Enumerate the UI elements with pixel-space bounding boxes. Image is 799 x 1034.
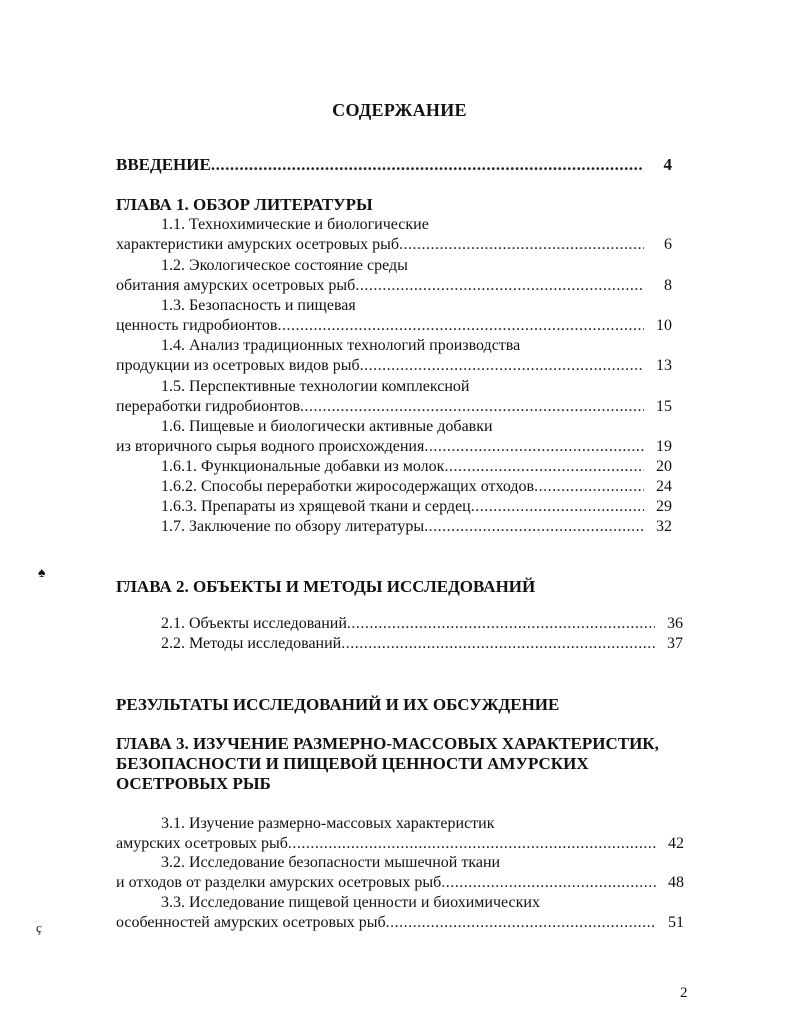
toc-leader-dots xyxy=(360,356,644,376)
toc-entry-1-1 xyxy=(116,235,672,255)
toc-entry-1-5-line1: 1.5. Перспективные технологии комплексной xyxy=(161,378,470,395)
toc-leader-dots xyxy=(355,276,644,296)
toc-entry-1-7 xyxy=(161,517,672,537)
toc-leader-dots xyxy=(444,457,644,477)
toc-page-number: 42 xyxy=(668,835,684,852)
toc-page-number: 4 xyxy=(663,155,672,174)
toc-page-number: 24 xyxy=(656,478,672,495)
toc-leader-dots xyxy=(288,834,656,854)
toc-page-number: 36 xyxy=(667,615,683,632)
toc-entry-label: из вторичного сырья водного происхождения xyxy=(116,438,425,455)
toc-leader-dots xyxy=(424,517,644,537)
toc-entry-3-1-line1: 3.1. Изучение размерно-массовых характеристик xyxy=(161,815,495,832)
chapter-3-title-line3: ОСЕТРОВЫХ РЫБ xyxy=(116,774,271,793)
toc-entry-label: ценность гидробионтов xyxy=(116,317,278,334)
toc-page-number: 51 xyxy=(668,914,684,931)
toc-page-number: 15 xyxy=(656,398,672,415)
toc-page-number: 13 xyxy=(656,357,672,374)
toc-entry-2-2 xyxy=(161,634,683,654)
toc-page-number: 32 xyxy=(656,518,672,535)
toc-entry-3-2 xyxy=(116,873,684,893)
toc-page-number: 20 xyxy=(656,458,672,475)
toc-entry-1-1-line1: 1.1. Технохимические и биологические xyxy=(161,216,429,233)
toc-page-number: 48 xyxy=(668,874,684,891)
results-section-title: РЕЗУЛЬТАТЫ ИССЛЕДОВАНИЙ И ИХ ОБСУЖДЕНИЕ xyxy=(116,695,560,714)
toc-entry-label: 2.2. Методы исследований xyxy=(161,635,342,652)
toc-title: СОДЕРЖАНИЕ xyxy=(332,100,467,120)
toc-entry-label: характеристики амурских осетровых рыб xyxy=(116,236,400,253)
toc-leader-dots xyxy=(386,913,656,933)
page-number: 2 xyxy=(680,985,688,1001)
toc-leader-dots xyxy=(300,397,644,417)
toc-page-number: 19 xyxy=(656,438,672,455)
toc-entry-1-3 xyxy=(116,316,672,336)
toc-leader-dots xyxy=(347,614,655,634)
toc-entry-label: переработки гидробионтов xyxy=(116,398,300,415)
toc-page-number: 37 xyxy=(667,635,683,652)
toc-entry-1-4-line1: 1.4. Анализ традиционных технологий производства xyxy=(161,337,521,354)
toc-entry-label: 1.6.2. Способы переработки жиросодержащих отходов xyxy=(161,478,535,495)
toc-leader-dots xyxy=(441,873,656,893)
toc-leader-dots xyxy=(471,497,644,517)
toc-entry-label: особенностей амурских осетровых рыб xyxy=(116,914,386,931)
toc-page-number: 29 xyxy=(656,498,672,515)
toc-entry-label: амурских осетровых рыб xyxy=(116,835,288,852)
toc-entry-label: продукции из осетровых видов рыб xyxy=(116,357,360,374)
toc-entry-1-3-line1: 1.3. Безопасность и пищевая xyxy=(161,297,356,314)
toc-entry-1-2-line1: 1.2. Экологическое состояние среды xyxy=(161,257,408,274)
toc-leader-dots xyxy=(399,235,644,255)
toc-entry-label: ВВЕДЕНИЕ xyxy=(116,155,211,174)
toc-entry-3-3-line1: 3.3. Исследование пищевой ценности и биохимических xyxy=(161,894,540,911)
chapter-3-title-line1: ГЛАВА 3. ИЗУЧЕНИЕ РАЗМЕРНО-МАССОВЫХ ХАРАКТЕРИСТИК, xyxy=(116,734,659,753)
toc-page-number: 8 xyxy=(664,277,672,294)
scan-speck-icon: ♠ xyxy=(38,566,46,581)
chapter-2-title: ГЛАВА 2. ОБЪЕКТЫ И МЕТОДЫ ИССЛЕДОВАНИЙ xyxy=(116,577,536,596)
toc-entry-1-6-1 xyxy=(161,457,672,477)
toc-entry-label: обитания амурских осетровых рыб xyxy=(116,277,356,294)
toc-entry-1-6-line1: 1.6. Пищевые и биологически активные добавки xyxy=(161,418,493,435)
toc-entry-label: 1.6.1. Функциональные добавки из молок xyxy=(161,458,445,475)
toc-entry-1-2 xyxy=(116,276,672,296)
toc-leader-dots xyxy=(424,437,644,457)
toc-page-number: 6 xyxy=(664,236,672,253)
toc-leader-dots xyxy=(277,316,644,336)
toc-entry-label: 1.6.3. Препараты из хрящевой ткани и сердец xyxy=(161,498,471,515)
toc-entry-3-2-line1: 3.2. Исследование безопасности мышечной ткани xyxy=(161,854,501,871)
toc-entry-1-5 xyxy=(116,397,672,417)
toc-entry-3-1 xyxy=(116,834,684,854)
toc-leader-dots xyxy=(211,155,644,175)
toc-leader-dots xyxy=(341,634,655,654)
toc-entry-3-3 xyxy=(116,913,684,933)
toc-page-number: 10 xyxy=(656,317,672,334)
toc-entry-label: 2.1. Объекты исследований xyxy=(161,615,347,632)
toc-entry-1-6-2 xyxy=(161,477,672,497)
toc-leader-dots xyxy=(534,477,644,497)
toc-entry-label: и отходов от разделки амурских осетровых рыб xyxy=(116,874,442,891)
toc-entry-1-6-3 xyxy=(161,497,672,517)
toc-entry-1-4 xyxy=(116,356,672,376)
scan-speck-icon: ç xyxy=(36,920,42,935)
chapter-1-title: ГЛАВА 1. ОБЗОР ЛИТЕРАТУРЫ xyxy=(116,195,373,214)
toc-entry-intro xyxy=(116,155,672,175)
chapter-3-title-line2: БЕЗОПАСНОСТИ И ПИЩЕВОЙ ЦЕННОСТИ АМУРСКИХ xyxy=(116,754,589,773)
toc-entry-label: 1.7. Заключение по обзору литературы xyxy=(161,518,425,535)
toc-entry-2-1 xyxy=(161,614,683,634)
toc-entry-1-6 xyxy=(116,437,672,457)
